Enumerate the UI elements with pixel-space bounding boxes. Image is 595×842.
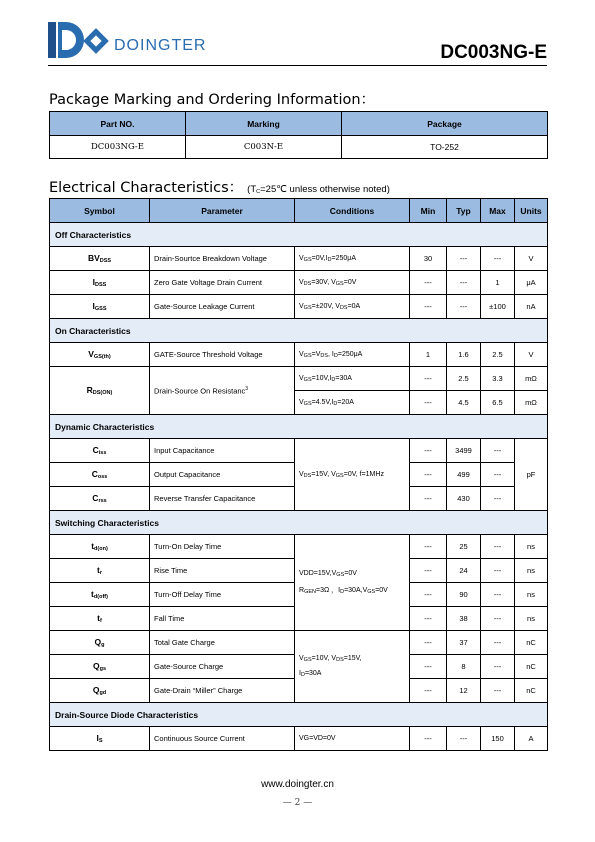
footer-website: www.doingter.cn [261,779,334,790]
typ-cell: 499 [447,463,481,487]
parameter-cell: Fall Time [150,607,295,631]
symbol-cell: $BV_{DSS}$ [50,247,150,271]
max-cell: --- [481,247,515,271]
parameter-cell: Drain-Sourtce Breakdown Voltage [150,247,295,271]
group-on: On Characteristics [50,319,548,343]
electrical-title-text: Electrical Characteristics： [49,180,244,196]
col-max: Max [481,199,515,223]
col-typ: Typ [447,199,481,223]
logo-text: DOINGTER [114,37,207,54]
symbol-cell: $Q_{gs}$ [50,655,150,679]
header-divider [48,65,547,66]
col-part-no: Part NO. [50,112,186,136]
typ-cell: 3499 [447,439,481,463]
unit-cell: V [515,343,548,367]
max-cell: --- [481,655,515,679]
ordering-section-title: Package Marking and Ordering Information： [49,92,376,108]
unit-cell: A [515,727,548,751]
min-cell: --- [410,559,447,583]
unit-cell: ns [515,535,548,559]
col-units: Units [515,199,548,223]
condition-cell: $V_{DS}=15V$, $V_{GS}=0V$, f=1MHz [295,439,410,511]
condition-cell: $V_{DS}=30V$, $V_{GS}=0V$ [295,271,410,295]
min-cell: 1 [410,343,447,367]
ordering-row [50,136,548,159]
max-cell: 6.5 [481,391,515,415]
unit-cell: pF [515,439,548,511]
symbol-cell: $C_{rss}$ [50,487,150,511]
min-cell: --- [410,679,447,703]
table-row [50,535,548,559]
max-cell: --- [481,487,515,511]
min-cell: --- [410,463,447,487]
typ-cell: 2.5 [447,367,481,391]
symbol-cell: $R_{DS(ON)}$ [50,367,150,415]
unit-cell: mΩ [515,367,548,391]
condition-cell: $V_{GS}=V_{DS}$, $I_D=250\mu A$ [295,343,410,367]
max-cell: --- [481,583,515,607]
table-row [50,343,548,367]
marking-cell: C003N-E [186,136,342,159]
max-cell: 3.3 [481,367,515,391]
unit-cell: mΩ [515,391,548,415]
table-row [50,727,548,751]
typ-cell: 1.6 [447,343,481,367]
symbol-cell: $Q_{gd}$ [50,679,150,703]
part-number-title: DC003NG-E [440,42,547,63]
col-min: Min [410,199,447,223]
ordering-table [49,111,548,159]
max-cell: --- [481,535,515,559]
col-conditions: Conditions [295,199,410,223]
parameter-cell: Reverse Transfer Capacitance [150,487,295,511]
min-cell: --- [410,583,447,607]
parameter-cell: Turn-On Delay Time [150,535,295,559]
symbol-cell: $t_r$ [50,559,150,583]
logo-d-mark-icon [48,22,84,58]
page-number: — 2 — [282,798,313,808]
symbol-cell: $t_f$ [50,607,150,631]
typ-cell: 12 [447,679,481,703]
max-cell: 150 [481,727,515,751]
unit-cell: ns [515,559,548,583]
electrical-table [49,198,548,751]
ordering-header-row [50,112,548,136]
typ-cell: 24 [447,559,481,583]
condition-cell: $V_{GS}=10V,I_D=30A$ [295,367,410,391]
parameter-cell: Total Gate Charge [150,631,295,655]
unit-cell: nC [515,631,548,655]
electrical-note: ($T_C=25℃$ unless otherwise noted) [247,184,390,195]
max-cell: --- [481,679,515,703]
group-dynamic: Dynamic Characteristics [50,415,548,439]
table-row [50,295,548,319]
condition-cell: $V_{GS}=0V,I_D=250\mu A$ [295,247,410,271]
parameter-cell: Zero Gate Voltage Drain Current [150,271,295,295]
condition-cell: $V_{GS}=\pm 20V$, $V_{DS}=0A$ [295,295,410,319]
package-cell: TO-252 [342,136,548,159]
group-switching: Switching Characteristics [50,511,548,535]
typ-cell: 90 [447,583,481,607]
condition-cell: $VDD=15V,V_{GS}=0V$ $R_{GEN}=3\Omega$ ，$I_D=30A,V_{GS}=0V$ [295,535,410,631]
typ-cell: --- [447,271,481,295]
min-cell: --- [410,295,447,319]
unit-cell: ns [515,583,548,607]
table-row [50,271,548,295]
unit-cell: μA [515,271,548,295]
symbol-cell: $t_{d(on)}$ [50,535,150,559]
condition-cell: VG=VD=0V [295,727,410,751]
min-cell: --- [410,487,447,511]
typ-cell: 4.5 [447,391,481,415]
parameter-cell: Gate-Source Leakage Current [150,295,295,319]
parameter-cell: Rise Time [150,559,295,583]
max-cell: --- [481,559,515,583]
col-marking: Marking [186,112,342,136]
col-package: Package [342,112,548,136]
col-parameter: Parameter [150,199,295,223]
parameter-cell: Gate-Source Charge [150,655,295,679]
electrical-header-row [50,199,548,223]
max-cell: --- [481,439,515,463]
parameter-cell: GATE-Source Threshold Voltage [150,343,295,367]
parameter-cell: Drain-Source On Resistanc$^3$ [150,367,295,415]
symbol-cell: $I_S$ [50,727,150,751]
part-no-cell: DC003NG-E [50,136,186,159]
typ-cell: --- [447,727,481,751]
max-cell: --- [481,631,515,655]
table-row [50,367,548,391]
max-cell: --- [481,463,515,487]
min-cell: --- [410,391,447,415]
typ-cell: 37 [447,631,481,655]
min-cell: --- [410,655,447,679]
table-row [50,439,548,463]
electrical-section-title [49,176,390,197]
typ-cell: --- [447,247,481,271]
group-off: Off Characteristics [50,223,548,247]
min-cell: --- [410,535,447,559]
symbol-cell: $C_{iss}$ [50,439,150,463]
typ-cell: 38 [447,607,481,631]
logo-diamond-icon [83,28,108,53]
symbol-cell: $C_{oss}$ [50,463,150,487]
group-diode: Drain-Source Diode Characteristics [50,703,548,727]
condition-cell: $V_{GS}=4.5V,I_D=20A$ [295,391,410,415]
typ-cell: 25 [447,535,481,559]
table-row [50,247,548,271]
min-cell: --- [410,607,447,631]
max-cell: 1 [481,271,515,295]
min-cell: 30 [410,247,447,271]
unit-cell: V [515,247,548,271]
min-cell: --- [410,439,447,463]
min-cell: --- [410,271,447,295]
symbol-cell: $I_{GSS}$ [50,295,150,319]
col-symbol: Symbol [50,199,150,223]
symbol-cell: $Q_g$ [50,631,150,655]
unit-cell: nA [515,295,548,319]
min-cell: --- [410,631,447,655]
symbol-cell: $I_{DSS}$ [50,271,150,295]
parameter-cell: Gate-Drain “Miller” Charge [150,679,295,703]
min-cell: --- [410,727,447,751]
symbol-cell: $V_{GS(th)}$ [50,343,150,367]
parameter-cell: Turn-Off Delay Time [150,583,295,607]
typ-cell: 430 [447,487,481,511]
unit-cell: ns [515,607,548,631]
min-cell: --- [410,367,447,391]
table-row [50,631,548,655]
typ-cell: 8 [447,655,481,679]
parameter-cell: Input Capacitance [150,439,295,463]
symbol-cell: $t_{d(off)}$ [50,583,150,607]
max-cell: --- [481,607,515,631]
condition-cell: $V_{GS}=10V$, $V_{DS}=15V$, $I_D=30A$ [295,631,410,703]
unit-cell: nC [515,679,548,703]
max-cell: 2.5 [481,343,515,367]
max-cell: ±100 [481,295,515,319]
brand-logo [48,22,218,64]
parameter-cell: Continuous Source Current [150,727,295,751]
unit-cell: nC [515,655,548,679]
parameter-cell: Output Capacitance [150,463,295,487]
typ-cell: --- [447,295,481,319]
